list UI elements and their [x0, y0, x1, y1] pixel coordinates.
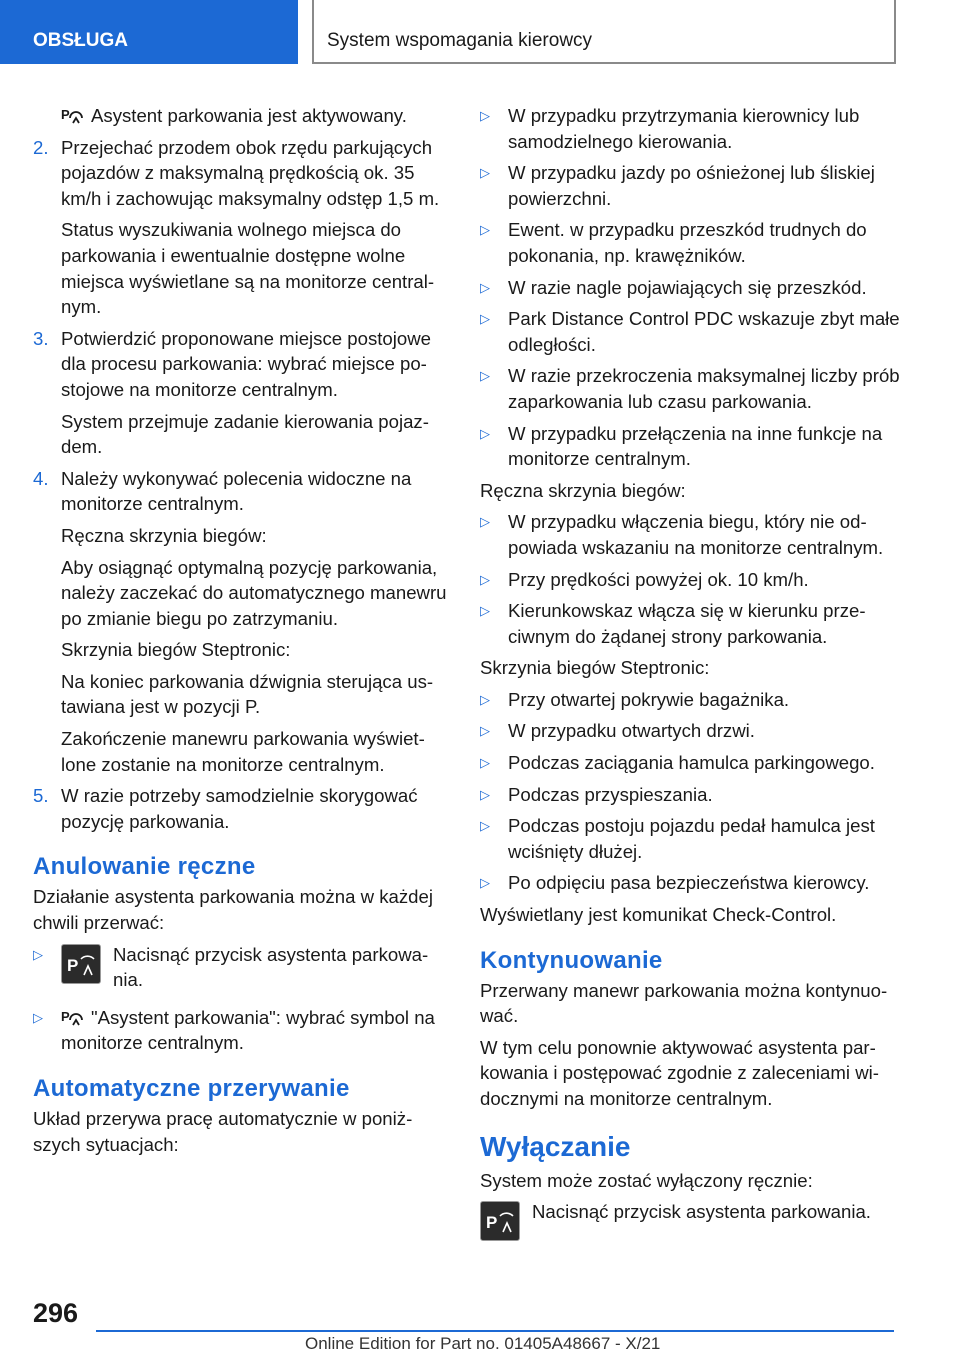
bullet-item: [480, 103, 900, 154]
parking-button-icon: [480, 1201, 520, 1241]
bullet-item: [33, 942, 448, 999]
bullet-item: [480, 782, 900, 808]
bullet-item: [33, 1005, 448, 1056]
bullet-text: W przypadku włączenia biegu, który nie odpowiada wskazaniu na monitorze centralnym.: [508, 511, 884, 558]
paragraph: Zakończenie manewru parkowania wyświetlone zostanie na monitorze centralnym.: [61, 728, 425, 775]
bullet-text: Kierunkowskaz włącza się w kierunku przeciwnym do żądanej strony parkowania.: [508, 600, 866, 647]
paragraph: Ręczna skrzynia biegów:: [61, 524, 267, 546]
step-3: [33, 326, 448, 403]
paragraph: Skrzynia biegów Steptronic:: [61, 639, 291, 661]
heading-manual-cancel: Anulowanie ręczne: [33, 853, 256, 881]
bullet-triangle-icon: ▷: [480, 425, 490, 441]
bullet-triangle-icon: ▷: [480, 514, 490, 530]
bullet-text: Park Distance Control PDC wskazuje zbyt małe odległości.: [508, 308, 900, 355]
bullet-triangle-icon: ▷: [480, 108, 490, 123]
paragraph: Status wyszukiwania wolnego miejsca do parkowania i ewentualnie dostępne wolne miejsca wyświetlane są na monitorze centralnym.: [61, 219, 435, 318]
step-text: Należy wykonywać polecenia widoczne na monitorze centralnym.: [61, 467, 412, 515]
bullet-item: [480, 421, 900, 472]
parking-assistant-icon: [61, 106, 83, 126]
svg-text:P: P: [67, 955, 79, 975]
bullet-item: [480, 306, 900, 357]
step-1-status: [33, 103, 448, 129]
step-text: W razie potrzeby samodzielnie skorygować pozycję parkowania.: [61, 785, 418, 832]
bullet-triangle-icon: ▷: [33, 946, 43, 962]
page-header: [0, 0, 960, 66]
bullet-triangle-icon: ▷: [480, 279, 490, 295]
right-column: [480, 103, 900, 1247]
bullet-text: Nacisnąć przycisk asystenta parkowania.: [113, 943, 429, 991]
paragraph: System przejmuje zadanie kierowania pojazdem.: [61, 410, 429, 458]
bullet-triangle-icon: ▷: [480, 603, 490, 619]
bullet-item: [480, 567, 900, 593]
step-3-extra: [33, 409, 448, 460]
bullet-text: "Asystent parkowania": wybrać symbol na monitorze centralnym.: [61, 1006, 435, 1054]
bullet-triangle-icon: ▷: [480, 222, 490, 238]
bullet-item: [480, 687, 900, 713]
bullet-triangle-icon: ▷: [480, 818, 490, 834]
paragraph: Aby osiągnąć optymalną pozycję parkowania, należy zaczekać do automatycznego manewru po zmianie biegu po zatrzymaniu.: [61, 556, 447, 629]
paragraph: Ręczna skrzynia biegów:: [480, 479, 686, 501]
step-2-extra: [33, 217, 448, 319]
bullet-triangle-icon: ▷: [480, 755, 490, 771]
paragraph: Działanie asystenta parkowania można w każdej chwili przerwać:: [33, 886, 433, 934]
bullet-item: [480, 718, 900, 744]
parking-button-icon: [61, 944, 101, 984]
bullet-text: Podczas zaciągania hamulca parkingowego.: [508, 752, 875, 774]
paragraph: Układ przerywa pracę automatycznie w poniższych sytuacjach:: [33, 1108, 413, 1155]
bullet-triangle-icon: ▷: [480, 571, 490, 587]
bullet-triangle-icon: ▷: [480, 786, 490, 802]
bullet-item: [480, 870, 900, 896]
paragraph: Skrzynia biegów Steptronic:: [480, 657, 710, 679]
heading-switch-off: Wyłączanie: [480, 1130, 631, 1162]
bullet-text: W przypadku jazdy po ośnieżonej lub śliskiej powierzchni.: [508, 162, 875, 209]
bullet-text: W razie nagle pojawiających się przeszkód.: [508, 276, 867, 298]
bullet-text: Po odpięciu pasa bezpieczeństwa kierowcy.: [508, 872, 870, 894]
bullet-text: W przypadku przytrzymania kierownicy lub samodzielnego kierowania.: [508, 105, 860, 152]
bullet-item: [480, 598, 900, 649]
bullet-item: [480, 750, 900, 776]
bullet-text: Ewent. w przypadku przeszkód trudnych do pokonania, np. krawężników.: [508, 219, 867, 266]
bullet-triangle-icon: ▷: [33, 1009, 43, 1025]
svg-text:P: P: [61, 107, 70, 122]
paragraph: Wyświetlany jest komunikat Check-Control.: [480, 904, 837, 926]
bullet-item: [480, 509, 900, 560]
step-text: Przejechać przodem obok rzędu parkujących pojazdów z maksymalną prędkością ok. 35 km/h i zachowując maksymalny odstęp 1,5 m.: [61, 136, 440, 209]
chapter-title: System wspomagania kierowcy: [312, 0, 896, 64]
status-text: Asystent parkowania jest aktywowany.: [91, 105, 407, 126]
page-number: 296: [33, 1298, 79, 1328]
bullet-text: W przypadku przełączenia na inne funkcje na monitorze centralnym.: [508, 422, 883, 470]
bullet-text: Przy otwartej pokrywie bagażnika.: [508, 688, 790, 710]
heading-auto-cancel: Automatyczne przerywanie: [33, 1075, 350, 1102]
section-tab: OBSŁUGA: [0, 0, 298, 64]
step-number: 3.: [33, 327, 49, 349]
step-number: 5.: [33, 785, 49, 807]
step-text: Potwierdzić proponowane miejsce postojowe dla procesu parkowania: wybrać miejsce postojowe na monitorze centralnym.: [61, 327, 432, 400]
heading-continue: Kontynuowanie: [480, 946, 663, 974]
bullet-triangle-icon: ▷: [480, 691, 490, 707]
bullet-item: [480, 275, 900, 301]
bullet-text: Podczas postoju pojazdu pedał hamulca jest wciśnięty dłużej.: [508, 815, 875, 862]
bullet-triangle-icon: ▷: [480, 875, 490, 891]
parking-assistant-icon: [61, 1008, 83, 1028]
step-5: [33, 783, 448, 834]
step-number: 4.: [33, 467, 49, 489]
paragraph: System może zostać wyłączony ręcznie:: [480, 1169, 813, 1191]
footer-divider: [96, 1330, 894, 1332]
bullet-text: W razie przekroczenia maksymalnej liczby prób zaparkowania lub czasu parkowania.: [508, 365, 900, 412]
paragraph: W tym celu ponownie aktywować asystenta parkowania i postępować zgodnie z zaleceniami widocznymi na monitorze centralnym.: [480, 1036, 879, 1109]
step-2: [33, 135, 448, 212]
bullet-triangle-icon: ▷: [480, 165, 490, 181]
instruction-text: Nacisnąć przycisk asystenta parkowania.: [532, 1201, 871, 1223]
left-column: [33, 103, 448, 1163]
button-instruction: [480, 1199, 900, 1241]
bullet-text: Przy prędkości powyżej ok. 10 km/h.: [508, 568, 809, 590]
step-4: [33, 466, 448, 517]
bullet-text: W przypadku otwartych drzwi.: [508, 720, 755, 742]
bullet-triangle-icon: ▷: [480, 368, 490, 384]
bullet-item: [480, 363, 900, 414]
paragraph: Przerwany manewr parkowania można kontynuować.: [480, 979, 888, 1027]
edition-text: Online Edition for Part no. 01405A48667 - X/21: [305, 1334, 661, 1353]
bullet-text: Podczas przyspieszania.: [508, 783, 713, 805]
bullet-item: [480, 217, 900, 268]
bullet-item: [480, 160, 900, 211]
svg-text:P: P: [486, 1213, 498, 1233]
bullet-triangle-icon: ▷: [480, 311, 490, 327]
bullet-triangle-icon: ▷: [480, 723, 490, 739]
bullet-item: [480, 813, 900, 864]
svg-text:P: P: [61, 1008, 70, 1024]
paragraph: Na koniec parkowania dźwignia sterująca ustawiana jest w pozycji P.: [61, 670, 434, 718]
step-4-extra: [33, 523, 448, 777]
step-number: 2.: [33, 136, 49, 158]
